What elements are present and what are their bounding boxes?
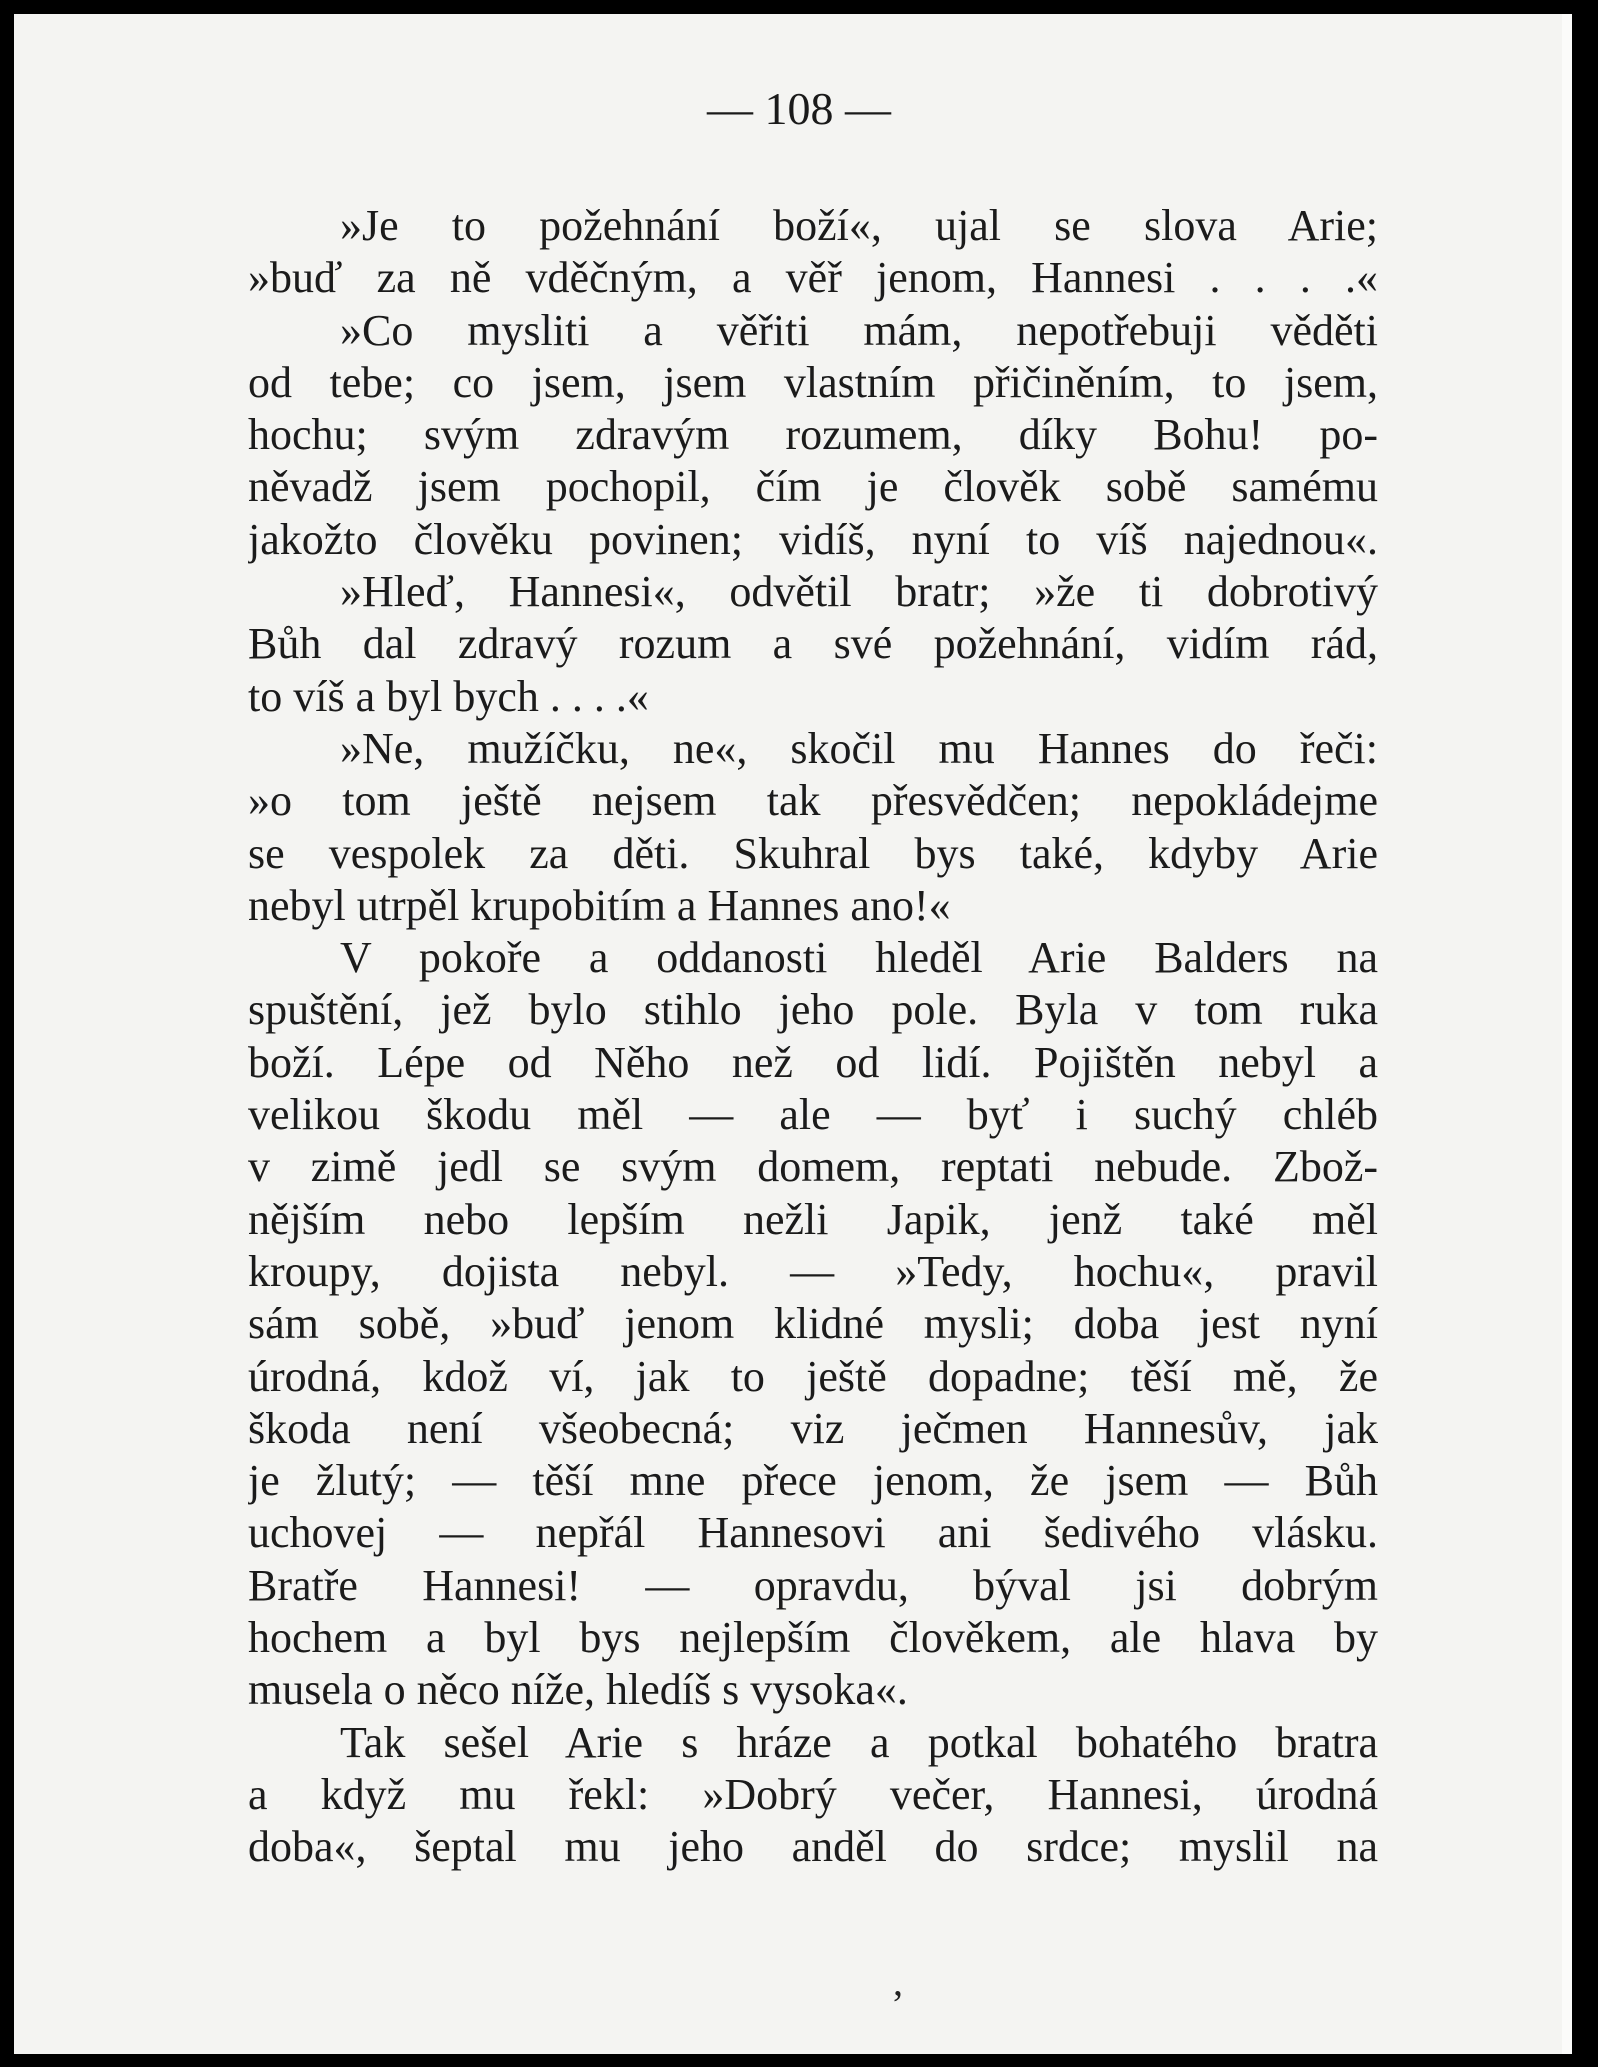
text-line: »Hleď, Hannesi«, odvětil bratr; »že ti dobrotivý (340, 567, 1378, 617)
text-line: hochem a byl bys nejlepším člověkem, ale hlava by (248, 1613, 1378, 1663)
text-line: boží. Lépe od Něho než od lidí. Pojištěn nebyl a (248, 1037, 1378, 1087)
text-line: nějším nebo lepším nežli Japik, jenž také měl (248, 1194, 1378, 1244)
text-line: se vespolek za děti. Skuhral bys také, kdyby Arie (248, 828, 1378, 878)
text-line: jakožto člověku povinen; vidíš, nyní to víš najednou«. (248, 514, 1378, 564)
text-line: musela o něco níže, hledíš s vysoka«. (248, 1665, 908, 1715)
text-line: sám sobě, »buď jenom klidné mysli; doba jest nyní (248, 1299, 1378, 1349)
page-number: — 108 — (707, 83, 891, 134)
text-line: »buď za ně vděčným, a věř jenom, Hannesi . . . .« (248, 253, 1378, 303)
text-line: »Je to požehnání boží«, ujal se slova Arie; (340, 201, 1378, 250)
text-line: a když mu řekl: »Dobrý večer, Hannesi, úrodná (248, 1769, 1378, 1819)
text-line: V pokoře a oddanosti hleděl Arie Balders na (340, 933, 1378, 983)
text-line: »o tom ještě nejsem tak přesvědčen; nepokládejme (248, 776, 1378, 826)
text-line: velikou škodu měl — ale — byť i suchý chléb (248, 1090, 1378, 1140)
text-line: to víš a byl bych . . . .« (248, 671, 649, 721)
text-line: Bratře Hannesi! — opravdu, býval jsi dobrým (248, 1560, 1378, 1610)
text-line: úrodná, kdož ví, jak to ještě dopadne; těší mě, že (248, 1351, 1378, 1401)
text-line: hochu; svým zdravým rozumem, díky Bohu! po- (248, 410, 1378, 460)
text-line: nebyl utrpěl krupobitím a Hannes ano!« (248, 880, 951, 930)
text-line: kroupy, dojista nebyl. — »Tedy, hochu«, pravil (248, 1246, 1378, 1296)
text-line: spuštění, jež bylo stihlo jeho pole. Byla v tom ruka (248, 985, 1378, 1035)
text-line: Tak sešel Arie s hráze a potkal bohatého bratra (340, 1717, 1378, 1767)
page-edge (1562, 14, 1572, 2054)
text-line: »Co mysliti a věřiti mám, nepotřebuji věděti (340, 305, 1378, 355)
footer-mark: , (893, 1959, 903, 2004)
text-line: »Ne, mužíčku, ne«, skočil mu Hannes do řeči: (340, 723, 1378, 773)
text-line: škoda není všeobecná; viz ječmen Hannesův, jak (248, 1403, 1378, 1453)
text-line: uchovej — nepřál Hannesovi ani šedivého vlásku. (248, 1508, 1378, 1558)
text-line: od tebe; co jsem, jsem vlastním přičiněním, to jsem, (248, 357, 1378, 407)
text-line: doba«, šeptal mu jeho anděl do srdce; myslil na (248, 1822, 1378, 1872)
text-line: v zimě jedl se svým domem, reptati nebude. Zbož- (248, 1142, 1378, 1192)
text-line: je žlutý; — těší mne přece jenom, že jsem — Bůh (248, 1456, 1378, 1506)
body-text (248, 200, 1378, 1874)
text-line: něvadž jsem pochopil, čím je člověk sobě samému (248, 462, 1378, 512)
text-line: Bůh dal zdravý rozum a své požehnání, vidím rád, (248, 619, 1378, 669)
